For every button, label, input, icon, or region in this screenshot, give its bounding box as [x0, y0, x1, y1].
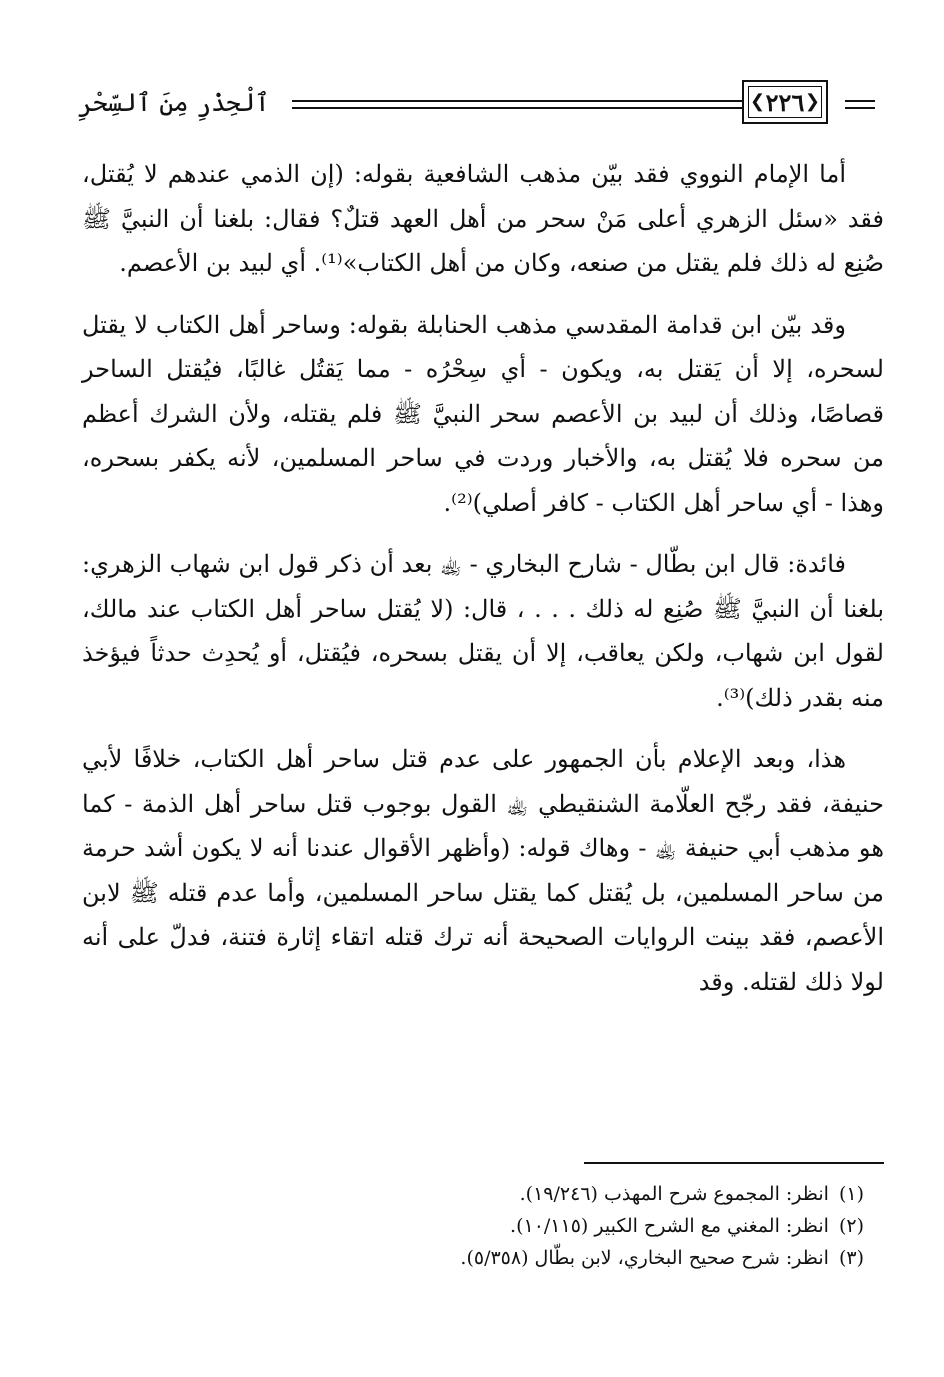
page-number-badge — [742, 80, 828, 124]
running-title: ٱلْحِذْرِ مِنَ ٱلسِّحْرِ — [78, 88, 270, 117]
footnote-separator — [584, 1162, 884, 1164]
page-number: ٢٢٦ — [765, 87, 805, 117]
footnote-number: (١) — [838, 1183, 864, 1205]
footnote-text: انظر: المجموع شرح المهذب (١٩/٢٤٦). — [519, 1183, 829, 1205]
footnote-text: انظر: المغني مع الشرح الكبير (١٠/١١٥). — [510, 1215, 829, 1237]
paragraph: فائدة: قال ابن بطّال - شارح البخاري - ﵀ بعد أن ذكر قول ابن شهاب الزهري: بلغنا أن النبيَّ ﷺ صُنِع له ذلك . . . ، قال: (لا يُقتل ساحر أهل الكتاب عند مالك، لقول ابن شهاب، ولكن يعاقب، إلا أن يقتل بسحره، فيُقتل، أو يُحدِث حدثاً فيؤخذ منه بقدر ذلك)⁽³⁾. — [82, 550, 885, 712]
footnote — [82, 1178, 864, 1210]
footnotes — [82, 1178, 864, 1274]
page-header — [70, 78, 878, 130]
paragraph: أما الإمام النووي فقد بيّن مذهب الشافعية بقوله: (إن الذمي عندهم لا يُقتل، فقد «سئل الزهري أعلى مَنْ سحر من أهل العهد قتلٌ؟ فقال: بلغنا أن النبيَّ ﷺ صُنِع له ذلك فلم يقتل من صنعه، وكان من أهل الكتاب»⁽¹⁾. أي لبيد بن الأعصم. — [82, 160, 884, 277]
header-rule-right — [845, 100, 875, 109]
footnote-number: (٢) — [838, 1215, 864, 1237]
main-text — [82, 152, 884, 1021]
footnote-number: (٣) — [838, 1247, 864, 1269]
paragraph: وقد بيّن ابن قدامة المقدسي مذهب الحنابلة بقوله: وساحر أهل الكتاب لا يقتل لسحره، إلا أن يَقتل به، ويكون - أي سِحْرُه - مما يَقتُل غالبًا، فيُقتل الساحر قصاصًا، وذلك أن لبيد بن الأعصم سحر النبيَّ ﷺ فلم يقتله، ولأن الشرك أعظم من سحره فلا يُقتل به، والأخبار وردت في ساحر المسلمين، لأنه يكفر بسحره، وهذا - أي ساحر أهل الكتاب - كافر أصلي)⁽²⁾. — [82, 310, 884, 517]
footnote-text: انظر: شرح صحيح البخاري، لابن بطّال (٥/٣٥٨). — [460, 1247, 829, 1269]
paragraph: هذا، وبعد الإعلام بأن الجمهور على عدم قتل ساحر أهل الكتاب، خلافًا لأبي حنيفة، فقد رجّح العلّامة الشنقيطي ﵀ القول بوجوب قتل ساحر أهل الذمة - كما هو مذهب أبي حنيفة ﵀ - وهاك قوله: (وأظهر الأقوال عندنا أنه لا يكون أشد حرمة من ساحر المسلمين، بل يُقتل كما يقتل ساحر المسلمين، وأما عدم قتله ﷺ لابن الأعصم، فقد بينت الروايات الصحيحة أنه ترك قتله اتقاء إثارة فتنة، فدلّ على أنه لولا ذلك لقتله. وقد — [82, 745, 884, 996]
footnote — [82, 1242, 864, 1274]
header-rule-left — [292, 100, 774, 109]
ornament-icon: ❯ — [804, 91, 820, 112]
footnote — [82, 1210, 864, 1242]
ornament-icon: ❮ — [750, 91, 766, 112]
